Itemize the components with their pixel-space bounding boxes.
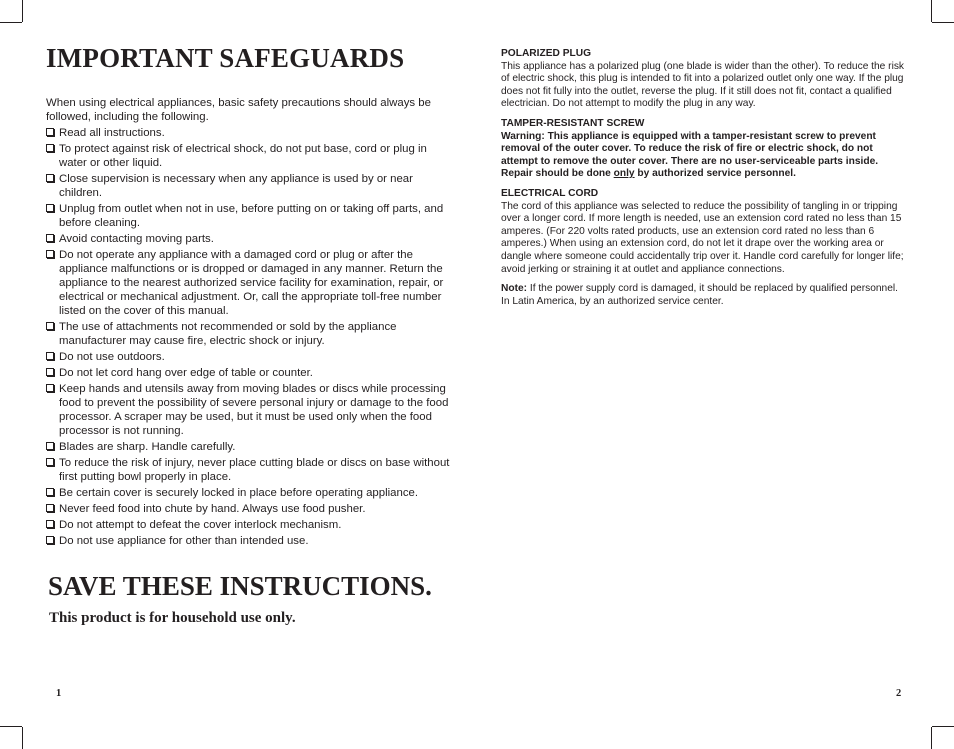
checkbox-bullet-icon — [46, 250, 54, 258]
checkbox-bullet-icon — [46, 352, 54, 360]
safeguard-item-text: Do not use appliance for other than intended use. — [59, 535, 309, 547]
checkbox-bullet-icon — [46, 322, 54, 330]
checkbox-bullet-icon — [46, 234, 54, 242]
safeguard-item-text: Unplug from outlet when not in use, before putting on or taking off parts, and before cleaning. — [59, 203, 444, 229]
safeguard-item — [46, 172, 456, 200]
safeguard-item — [46, 440, 456, 454]
checkbox-bullet-icon — [46, 488, 54, 496]
electrical-cord-text: The cord of this appliance was selected to reduce the possibility of tangling in or tripping over a longer cord. If more length is needed, use an extension cord rated no less than 15 amperes. (For 220 volts rated products, use an extension cord rated no less than 6 amperes.) When using an extension cord, do not let it drape over the working area or dangle where someone could accidentally trip over it. Handle cord carefully for longer life; avoid jerking or straining it at outlet and appliance connections. — [501, 200, 904, 275]
page-number-left: 1 — [56, 688, 62, 699]
safeguard-item — [46, 518, 456, 532]
save-instructions-heading: SAVE THESE INSTRUCTIONS. — [48, 571, 432, 601]
safeguard-item-text: Close supervision is necessary when any appliance is used by or near children. — [59, 173, 413, 199]
safeguard-item — [46, 202, 456, 230]
safeguard-item — [46, 248, 456, 318]
checkbox-bullet-icon — [46, 458, 54, 466]
tamper-warning-end: by authorized service personnel. — [634, 168, 796, 180]
checkbox-bullet-icon — [46, 144, 54, 152]
underlined-only: only — [613, 168, 635, 180]
polarized-plug-heading: POLARIZED PLUG — [501, 48, 591, 59]
crop-mark — [22, 727, 23, 749]
crop-mark — [0, 726, 22, 727]
checkbox-bullet-icon — [46, 520, 54, 528]
safeguard-item-text: Keep hands and utensils away from moving blades or discs while processing food to prevent the possibility of severe personal injury or damage to the food processor. A scraper may be used, but it must be used only when the food processor is not running. — [59, 383, 449, 437]
safeguard-item — [46, 534, 456, 548]
safeguard-item-text: Read all instructions. — [59, 127, 165, 139]
checkbox-bullet-icon — [46, 536, 54, 544]
safeguard-item-text: To reduce the risk of injury, never place cutting blade or discs on base without first putting bowl properly in place. — [59, 457, 450, 483]
household-use-note: This product is for household use only. — [49, 610, 296, 626]
checkbox-bullet-icon — [46, 442, 54, 450]
crop-mark — [0, 22, 22, 23]
tamper-warning-text: Warning: This appliance is equipped with a tamper-resistant screw to prevent removal of the outer cover. To reduce the risk of fire or electric shock, do not attempt to remove the outer cover. There are no user-serviceable parts inside. Repair should be done — [501, 130, 879, 180]
checkbox-bullet-icon — [46, 174, 54, 182]
crop-mark — [931, 727, 932, 749]
crop-mark — [932, 726, 954, 727]
intro-text: When using electrical appliances, basic safety precautions should always be followed, including the following. — [46, 97, 431, 123]
safeguard-item — [46, 486, 456, 500]
safeguard-item-text: Do not operate any appliance with a damaged cord or plug or after the appliance malfunctions or is dropped or damaged in any manner. Return the appliance to the nearest authorized service facility for examination, repair, or electrical or mechanical adjustment. Or, call the appropriate toll-free number listed on the cover of this manual. — [59, 249, 444, 317]
checkbox-bullet-icon — [46, 128, 54, 136]
note-label: Note: — [501, 283, 528, 295]
checkbox-bullet-icon — [46, 504, 54, 512]
safeguard-item-text: Blades are sharp. Handle carefully. — [59, 441, 236, 453]
polarized-plug-text: This appliance has a polarized plug (one blade is wider than the other). To reduce the risk of electric shock, this plug is intended to fit into a polarized outlet only one way. If the plug does not fit fully into the outlet, reverse the plug. If it still does not fit, contact a qualified electrician. Do not attempt to modify the plug in any way. — [501, 60, 905, 110]
safeguard-item — [46, 456, 456, 484]
safeguard-item-text: Do not let cord hang over edge of table or counter. — [59, 367, 313, 379]
safeguard-item — [46, 502, 456, 516]
safeguard-item — [46, 382, 456, 438]
tamper-screw-warning — [501, 131, 909, 181]
safeguard-list — [46, 126, 456, 548]
safeguard-item — [46, 142, 456, 170]
safeguard-item-text: Be certain cover is securely locked in place before operating appliance. — [59, 487, 419, 499]
crop-mark — [22, 0, 23, 22]
safeguards-section — [46, 40, 456, 550]
safeguard-item-text: Never feed food into chute by hand. Always use food pusher. — [59, 503, 366, 515]
safeguard-item-text: The use of attachments not recommended or sold by the appliance manufacturer may cause fire, electric shock or injury. — [59, 321, 397, 347]
checkbox-bullet-icon — [46, 384, 54, 392]
checkbox-bullet-icon — [46, 368, 54, 376]
checkbox-bullet-icon — [46, 204, 54, 212]
safeguard-item-text: To protect against risk of electrical shock, do not put base, cord or plug in water or other liquid. — [59, 143, 427, 169]
note-paragraph — [501, 283, 909, 308]
safeguard-item — [46, 366, 456, 380]
crop-mark — [932, 22, 954, 23]
safeguard-item-text: Do not attempt to defeat the cover interlock mechanism. — [59, 519, 342, 531]
crop-mark — [931, 0, 932, 22]
safeguard-item — [46, 350, 456, 364]
safeguard-item-text: Avoid contacting moving parts. — [59, 233, 214, 245]
page-number-right: 2 — [896, 688, 902, 699]
page-title: IMPORTANT SAFEGUARDS — [46, 43, 405, 73]
safeguard-item — [46, 232, 456, 246]
electrical-cord-heading: ELECTRICAL CORD — [501, 187, 599, 199]
safeguard-item-text: Do not use outdoors. — [59, 351, 165, 363]
safeguard-item — [46, 126, 456, 140]
tamper-screw-heading: TAMPER-RESISTANT SCREW — [501, 117, 645, 129]
note-text: If the power supply cord is damaged, it should be replaced by qualified personnel. In Latin America, by an authorized service center. — [501, 283, 898, 307]
safeguard-item — [46, 320, 456, 348]
electrical-info-section — [501, 48, 909, 315]
